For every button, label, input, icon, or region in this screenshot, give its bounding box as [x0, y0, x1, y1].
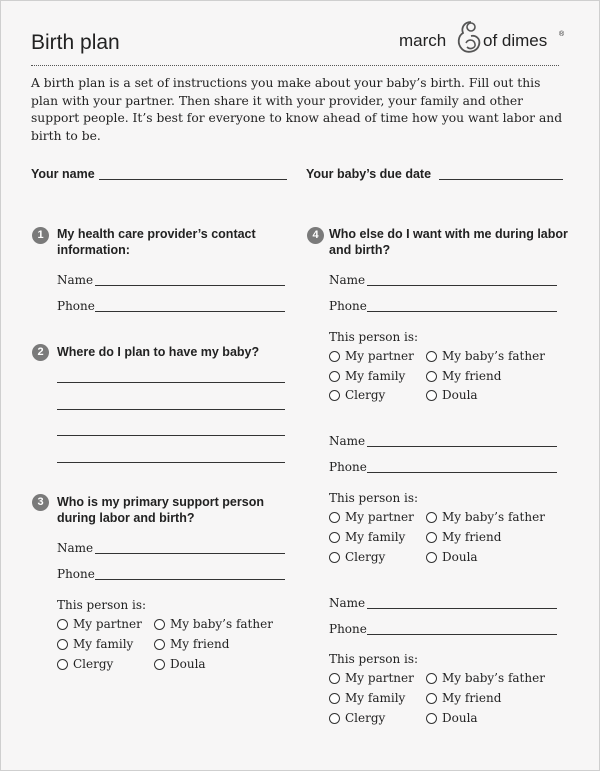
q3-this-person-label: This person is:	[57, 598, 147, 612]
q4-p1-option-partner[interactable]	[329, 349, 414, 363]
radio-icon[interactable]	[426, 351, 437, 362]
option-label: My baby’s father	[442, 510, 545, 524]
q1-phone-label: Phone	[57, 299, 95, 313]
option-label: My family	[345, 530, 406, 544]
q3-option-clergy[interactable]	[57, 657, 113, 671]
header-divider	[31, 65, 559, 66]
option-label: My baby’s father	[442, 349, 545, 363]
question-number-4: 4	[307, 227, 324, 244]
option-label: Clergy	[73, 657, 114, 671]
question-2-text: Where do I plan to have my baby?	[57, 345, 260, 359]
q1-name-label: Name	[57, 273, 94, 287]
q4-p1-option-father[interactable]	[426, 349, 545, 363]
option-label: My family	[345, 691, 406, 705]
radio-icon[interactable]	[329, 693, 340, 704]
q4-p3-option-partner[interactable]	[329, 671, 414, 685]
q4-p3-phone-field[interactable]	[367, 634, 557, 635]
march-of-dimes-logo	[399, 19, 569, 59]
option-label: My partner	[345, 349, 414, 363]
q4-p1-option-clergy[interactable]	[329, 388, 385, 402]
question-number-2: 2	[32, 344, 49, 361]
radio-icon[interactable]	[426, 673, 437, 684]
q4-p2-name-field[interactable]	[367, 446, 557, 447]
q4-p2-this-person-label: This person is:	[329, 491, 419, 505]
q4-p3-option-father[interactable]	[426, 671, 545, 685]
q4-p3-option-family[interactable]	[329, 691, 405, 705]
q4-p2-phone-field[interactable]	[367, 472, 557, 473]
q4-p1-name-field[interactable]	[367, 285, 557, 286]
q3-option-doula[interactable]	[154, 657, 206, 671]
logo-mother-baby-icon	[455, 19, 483, 55]
q3-option-friend[interactable]	[154, 637, 229, 651]
radio-icon[interactable]	[426, 512, 437, 523]
logo-registered-mark: ®	[559, 31, 565, 38]
q4-p3-option-doula[interactable]	[426, 711, 478, 725]
q4-p1-phone-field[interactable]	[367, 311, 557, 312]
radio-icon[interactable]	[426, 371, 437, 382]
q4-p2-option-family[interactable]	[329, 530, 405, 544]
question-4-text: Who else do I want with me during labor and birth?	[329, 227, 568, 257]
q4-p1-this-person-label: This person is:	[329, 330, 419, 344]
option-label: Doula	[442, 388, 478, 402]
radio-icon[interactable]	[329, 512, 340, 523]
option-label: My family	[345, 369, 406, 383]
q4-p1-phone-label: Phone	[329, 299, 367, 313]
q4-p2-option-father[interactable]	[426, 510, 545, 524]
option-label: Doula	[170, 657, 206, 671]
option-label: My family	[73, 637, 134, 651]
radio-icon[interactable]	[329, 552, 340, 563]
option-label: Clergy	[345, 711, 386, 725]
option-label: My baby’s father	[442, 671, 545, 685]
q4-p3-this-person-label: This person is:	[329, 652, 419, 666]
q2-answer-line-3[interactable]	[57, 435, 285, 436]
q4-p1-option-family[interactable]	[329, 369, 405, 383]
radio-icon[interactable]	[154, 639, 165, 650]
option-label: My partner	[345, 671, 414, 685]
due-date-label: Your baby’s due date	[306, 167, 432, 181]
option-label: My partner	[73, 617, 142, 631]
option-label: My friend	[170, 637, 230, 651]
q4-p2-option-friend[interactable]	[426, 530, 501, 544]
option-label: My baby’s father	[170, 617, 273, 631]
logo-text-of-dimes: of dimes	[483, 31, 548, 50]
q1-name-field[interactable]	[95, 285, 285, 286]
option-label: Doula	[442, 550, 478, 564]
radio-icon[interactable]	[329, 673, 340, 684]
radio-icon[interactable]	[57, 659, 68, 670]
logo-text-march: march	[399, 31, 447, 50]
radio-icon[interactable]	[57, 639, 68, 650]
q3-phone-field[interactable]	[95, 579, 285, 580]
option-label: My friend	[442, 530, 502, 544]
radio-icon[interactable]	[426, 532, 437, 543]
intro-paragraph: A birth plan is a set of instructions you make about your baby’s birth. Fill out this plan with your partner. Then share it with your provider, your family and other support people. It’s best for everyone to know ahead of time how you want labor and birth to be.	[31, 76, 563, 143]
radio-icon[interactable]	[329, 371, 340, 382]
q3-name-field[interactable]	[95, 553, 285, 554]
radio-icon[interactable]	[329, 351, 340, 362]
radio-icon[interactable]	[154, 659, 165, 670]
q4-p3-option-clergy[interactable]	[329, 711, 385, 725]
q2-answer-line-2[interactable]	[57, 409, 285, 410]
q4-p3-name-label: Name	[329, 596, 366, 610]
q4-p2-option-clergy[interactable]	[329, 550, 385, 564]
q4-p2-option-doula[interactable]	[426, 550, 478, 564]
q4-p2-name-label: Name	[329, 434, 366, 448]
radio-icon[interactable]	[426, 713, 437, 724]
question-number-1: 1	[32, 227, 49, 244]
radio-icon[interactable]	[426, 390, 437, 401]
option-label: Clergy	[345, 550, 386, 564]
q4-p2-phone-label: Phone	[329, 460, 367, 474]
q4-p3-phone-label: Phone	[329, 622, 367, 636]
radio-icon[interactable]	[329, 390, 340, 401]
question-1-text: My health care provider’s contact information:	[57, 227, 256, 257]
q4-p1-name-label: Name	[329, 273, 366, 287]
due-date-field[interactable]	[439, 179, 563, 180]
radio-icon[interactable]	[329, 713, 340, 724]
option-label: Doula	[442, 711, 478, 725]
q1-phone-field[interactable]	[95, 311, 285, 312]
q4-p3-name-field[interactable]	[367, 608, 557, 609]
question-number-3: 3	[32, 494, 49, 511]
q3-phone-label: Phone	[57, 567, 95, 581]
your-name-label: Your name	[31, 167, 95, 181]
radio-icon[interactable]	[426, 693, 437, 704]
your-name-field[interactable]	[99, 179, 287, 180]
radio-icon[interactable]	[57, 619, 68, 630]
q3-option-father[interactable]	[154, 617, 273, 631]
option-label: My friend	[442, 691, 502, 705]
radio-icon[interactable]	[154, 619, 165, 630]
q3-name-label: Name	[57, 541, 94, 555]
question-3-text: Who is my primary support person during labor and birth?	[57, 495, 264, 525]
q4-p3-option-friend[interactable]	[426, 691, 501, 705]
q2-answer-line-4[interactable]	[57, 462, 285, 463]
q4-p2-option-partner[interactable]	[329, 510, 414, 524]
q3-option-partner[interactable]	[57, 617, 142, 631]
option-label: Clergy	[345, 388, 386, 402]
page-title: Birth plan	[31, 31, 120, 54]
q2-answer-line-1[interactable]	[57, 382, 285, 383]
q4-p1-option-doula[interactable]	[426, 388, 478, 402]
q4-p1-option-friend[interactable]	[426, 369, 501, 383]
radio-icon[interactable]	[426, 552, 437, 563]
option-label: My friend	[442, 369, 502, 383]
option-label: My partner	[345, 510, 414, 524]
radio-icon[interactable]	[329, 532, 340, 543]
q3-option-family[interactable]	[57, 637, 133, 651]
